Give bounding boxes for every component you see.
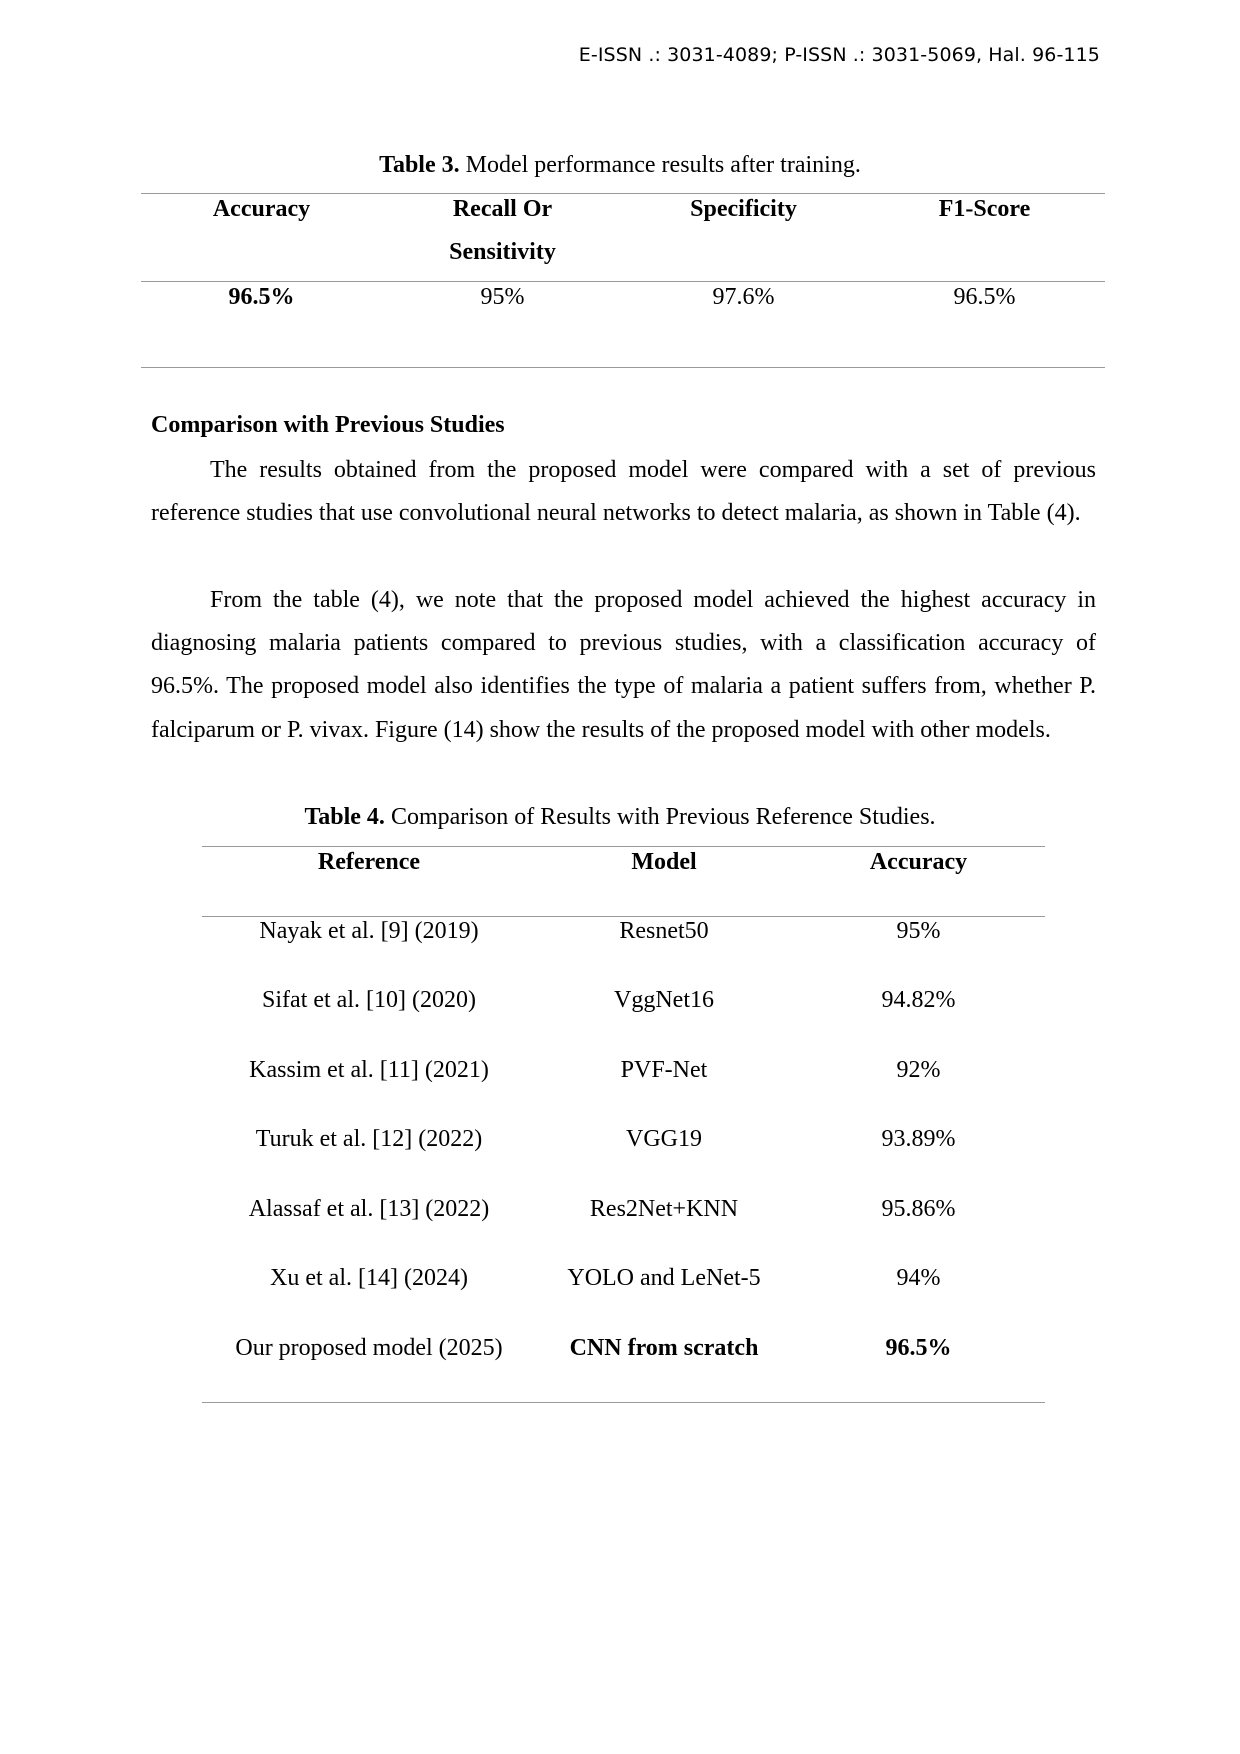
table4-row-model: VGG19 <box>626 1126 702 1152</box>
table4-row-reference: Sifat et al. [10] (2020) <box>262 987 476 1013</box>
table4-bottom-rule <box>202 1402 1045 1403</box>
table4-row-reference: Kassim et al. [11] (2021) <box>249 1057 489 1083</box>
table4-row-reference: Turuk et al. [12] (2022) <box>255 1126 483 1152</box>
table3-header-f1: F1-Score <box>938 196 1031 222</box>
table4-header-rule <box>202 916 1045 917</box>
table4-row-model: YOLO and LeNet-5 <box>567 1265 761 1291</box>
table3-header-recall: Recall Or <box>452 196 553 222</box>
table4-row-reference: Nayak et al. [9] (2019) <box>259 918 479 944</box>
table4-row-model: Res2Net+KNN <box>589 1196 739 1222</box>
journal-header: E-ISSN .: 3031-4089; P-ISSN .: 3031-5069, Hal. 96-115 <box>578 44 1100 66</box>
section-title: Comparison with Previous Studies <box>151 412 505 438</box>
table4-row-accuracy: 93.89% <box>881 1126 956 1152</box>
table4-row-accuracy: 96.5% <box>885 1335 952 1361</box>
table3-caption <box>0 152 1240 179</box>
table3-value-recall: 95% <box>480 284 525 310</box>
table4-caption <box>0 804 1240 831</box>
table4-caption-label: Table 4. <box>304 804 385 830</box>
table3-header-accuracy: Accuracy <box>212 196 311 222</box>
table4-row-model: Resnet50 <box>619 918 709 944</box>
table4-header-model: Model <box>631 849 697 875</box>
table4-row-accuracy: 92% <box>896 1057 941 1083</box>
table4-row-reference: Alassaf et al. [13] (2022) <box>248 1196 490 1222</box>
table3-header-rule <box>141 281 1105 282</box>
table3-header-specificity: Specificity <box>690 196 797 222</box>
table4-row-model: CNN from scratch <box>569 1335 759 1361</box>
table3-caption-label: Table 3. <box>379 152 460 178</box>
table4-row-model: VggNet16 <box>614 987 714 1013</box>
table4-top-rule <box>202 846 1045 847</box>
table4-row-accuracy: 94.82% <box>881 987 956 1013</box>
table4-row-reference: Xu et al. [14] (2024) <box>270 1265 468 1291</box>
table3-value-specificity: 97.6% <box>712 284 775 310</box>
table4-header-reference: Reference <box>317 849 421 875</box>
table3-value-accuracy: 96.5% <box>228 284 295 310</box>
table3-top-rule <box>141 193 1105 194</box>
table3-value-f1: 96.5% <box>953 284 1016 310</box>
table4-row-accuracy: 95.86% <box>881 1196 956 1222</box>
table4-row-accuracy: 95% <box>896 918 941 944</box>
table3-header-sensitivity: Sensitivity <box>449 239 556 265</box>
table3-caption-text: Model performance results after training. <box>459 152 861 178</box>
table4-row-accuracy: 94% <box>896 1265 941 1291</box>
paragraph-2: From the table (4), we note that the proposed model achieved the highest accuracy in diagnosing malaria patients compared to previous studies, with a classification accuracy of 96.5%. The proposed model also identifies the type of malaria a patient suffers from, whether P. falciparum or P. vivax. Figure (14) show the results of the proposed model with other models. <box>151 587 1096 743</box>
table4-row-reference: Our proposed model (2025) <box>235 1335 503 1361</box>
table4-caption-text: Comparison of Results with Previous Reference Studies. <box>384 804 936 830</box>
table4-header-accuracy: Accuracy <box>869 849 968 875</box>
table4-row-model: PVF-Net <box>620 1057 708 1083</box>
table3-bottom-rule <box>141 367 1105 368</box>
paragraph-1: The results obtained from the proposed model were compared with a set of previous reference studies that use convolutional neural networks to detect malaria, as shown in Table (4). <box>151 457 1096 527</box>
